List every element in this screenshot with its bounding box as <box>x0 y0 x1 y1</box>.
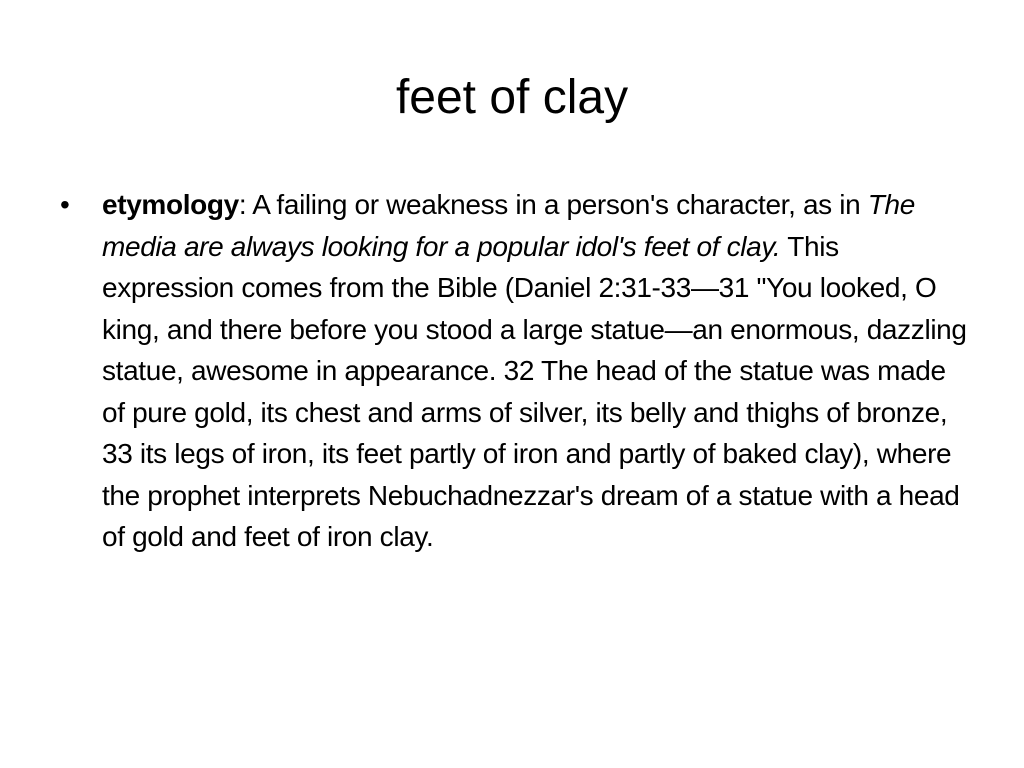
bullet-list <box>60 184 972 558</box>
bullet-term: etymology <box>102 189 239 220</box>
bullet-example: The media are always looking for a popular idol's feet of clay. <box>102 189 915 262</box>
slide-title: feet of clay <box>395 71 629 124</box>
bullet-body: This expression comes from the Bible (Daniel 2:31-33—31 "You looked, O king, and there before you stood a large statue—an enormous, dazzling statue, awesome in appearance. 32 The head of the statue was made of pure gold, its chest and arms of silver, its belly and thighs of bronze, 33 its legs of iron, its feet partly of iron and partly of baked clay), where the prophet interprets Nebuchadnezzar's dream of a statue with a head of gold and feet of iron clay. <box>102 230 967 552</box>
bullet-item-etymology <box>60 184 972 558</box>
bullet-dot-icon: • <box>60 189 70 220</box>
bullet-definition: : A failing or weakness in a person's character, as in <box>238 189 868 220</box>
